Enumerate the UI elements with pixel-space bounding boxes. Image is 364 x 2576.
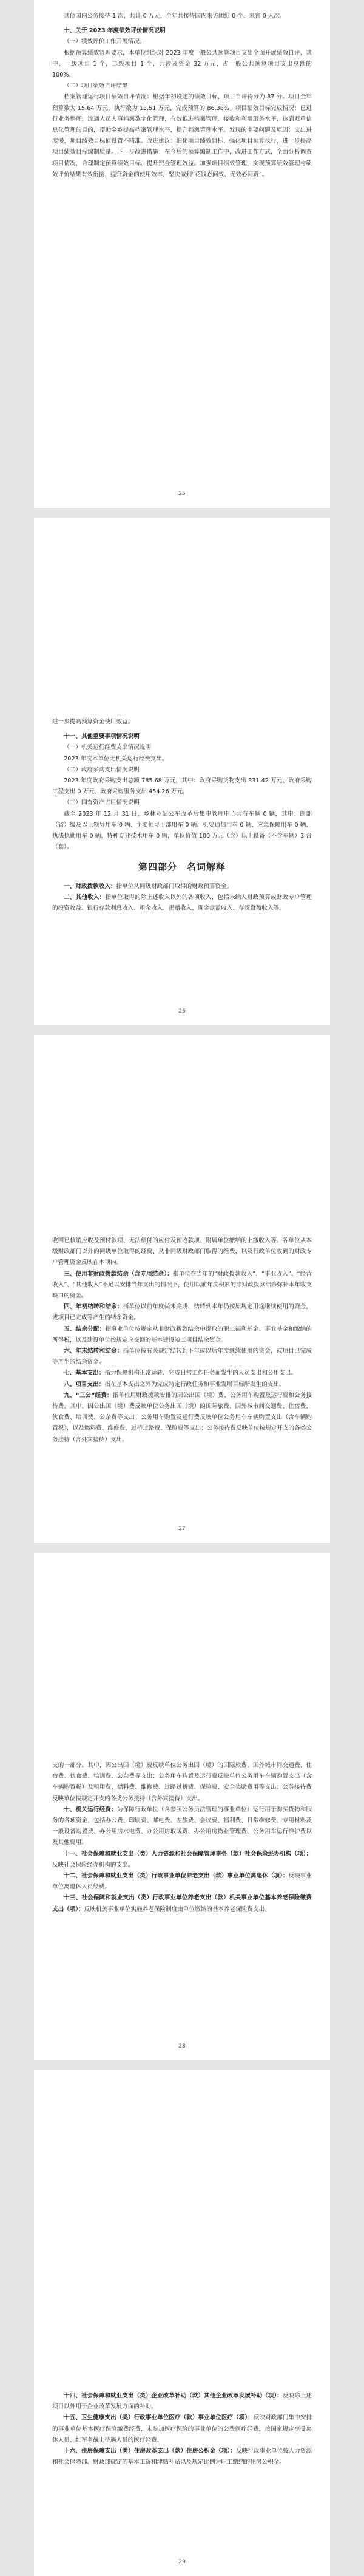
term-label: 八、项目支出： (64, 1381, 105, 1388)
term-definition: 反映社会保险经办机构的支出。 (52, 1861, 134, 1868)
term-definition: 反映财政部门集中安排的事业单位基本医疗保险缴费经费，未参加医疗保险的事业单位的公费医疗经费，按国家规定享受离休人员、红军老战士待遇人员的医疗经费。 (52, 2414, 312, 2444)
part-heading: 第四部分 名词解释 (138, 861, 226, 873)
paragraph (52, 1893, 312, 1915)
term-label: 十三、社会保障和就业支出（类）行政事业单位养老支出（款）机关事业单位基本养老保险缴费支出（项）： (52, 1894, 312, 1913)
section-heading: 十、关于 2023 年度绩效评价情况说明 (64, 27, 166, 35)
page-number: 29 (178, 2559, 186, 2565)
term-label: 一、财政拨款收入： (64, 883, 116, 890)
paragraph: 根据预算绩效管理要求，本单位组织对 2023 年度一般公共预算项目支出全面开展绩效自评，其中，一级项目 1 个，二级项目 1 个，共涉及资金 32 万元，占一般公共预算项目支出总额的 100%。 (52, 49, 312, 79)
page-number: 26 (178, 1008, 186, 1014)
term-definition: 反映事业单位离退休人员经费。 (52, 1873, 312, 1891)
paragraph (52, 1849, 312, 1871)
paragraph (52, 1324, 312, 1346)
paragraph (52, 1368, 312, 1379)
paragraph (52, 1302, 312, 1324)
page-body (34, 0, 330, 180)
paragraph (52, 1379, 312, 1390)
term-label: 三、使用非财政拨款结余（含专用结余）： (64, 1270, 173, 1277)
term-definition: 指事业单位按规定从非财政拨款结余中提取的职工福利基金、事业基金和缴纳的所得税，以及建设单位按规定应交回的基本建设竣工项目结余资金。 (52, 1325, 312, 1344)
paragraph: （二）政府采购支出情况说明 (64, 766, 140, 773)
paragraph: 收回已核销应收及预付款项、无法偿付的应付及预收款项、附属单位缴纳的上缴收入等。各单位从本级财政部门以外的同级单位取得的经费、从非同级财政部门取得的经费，以及行政单位收到的财政专户管理资金反映在本项内。 (52, 1237, 312, 1266)
paragraph: 档案管理运行项目绩效自评情况：根据年初设定的绩效目标，项目自评得分为 87 分。项目全年预算数为 15.64 万元，执行数为 13.51 万元，完成预算的 86.38%。项目绩效目标完成情况：已进行业务整理，流通人员人事档案数字化管理，有效推进档案管理，接收和利用服务水平，达到双重信息化管理的目的，帮助全乡提高档案管理水平，提升档案管理水平。发现的主要问题及原因：支出进度慢，项目绩效目标值设置不精准。改进建议：细化项目绩效目标，强化项目预算执行，进一步提高项目绩效目标编制质量。下一步改进措施：在今后的预算编制工作中，改进工作方式，全面分析调查项目情况，合理制定预算绩效目标，提升资金管理效益。加强项目绩效管理，实现预算绩效管理与绩效评价结果有效衔接，提升资金的使用效率，坚决做到“花钱必问效、无效必问责”。 (52, 94, 312, 178)
document-page (34, 2070, 330, 2576)
term-definition: 指在基本支出之外为完成特定行政任务和事业发展目标所发生的支出。 (104, 1381, 285, 1388)
paragraph (52, 2446, 312, 2468)
page-body (34, 1553, 330, 1915)
paragraph: 截至 2023 年 12 月 31 日，乡林业站公车改革后集中管理中心共有车辆 0 辆，其中：副部（省）级及以上领导用车 0 辆、主要领导干部用车 0 辆、机要通信用车 0 辆、应急保障用车 0 辆、执法执勤用车 0 辆，特种专业技术用车 0 辆，单位价值 100 万元（含）以上设备（不含车辆）3 台（套）。 (52, 810, 312, 851)
term-label: 十四、社会保障和就业支出（类）企业改革补助（款）其他企业改革发展补助（项）： (64, 2393, 283, 2399)
paragraph: 2023 年度政府采购支出总额 785.68 万元，其中：政府采购货物支出 331.42 万元、政府采购工程支出 0 万元、政府采购服务支出 454.26 万元。 (52, 777, 312, 796)
term-definition: 为保障行政单位（含参照公务员法管理的事业单位）运行用于购买货物和服务的各项资金，包括办公费、印刷费、邮电费、差旅费、会议费、福利费、日常维修费、专用材料及一般设备购置费、办公用房水电费、办公用房取暖费、办公用房物业管理费、公务用车运行维护费以及其他费用。 (52, 1806, 312, 1847)
paragraph (52, 881, 312, 892)
term-label: 七、基本支出： (64, 1370, 105, 1377)
term-definition: 指单位从同级财政部门取得的财政预算资金。 (116, 883, 233, 890)
term-definition: 反映除上述项目以外用于企业改革发展方面的补助。 (52, 2393, 312, 2411)
paragraph: 支的一部分。其中，因公出国（境）费反映单位公务出国（境）的国际旅费、国外城市间交通费、住宿费、伙食费、培训费、公杂费等支出；公务用车购置及运行费反映单位公务用车车辆购置支出（含车辆购置税）及租用费、燃料费、维修费、过路过桥费、保险费、安全奖励费用等支出；公务接待费反映单位按规定开支的各类公务接待（含外宾接待）支出。 (52, 1762, 312, 1802)
page-number: 27 (178, 1526, 186, 1532)
term-definition: 指为保障机构正常运转、完成日常工作任务而发生的人员支出和公用支出。 (104, 1370, 297, 1377)
term-label: 十五、卫生健康支出（类）行政事业单位医疗（款）事业单位医疗（项）： (64, 2414, 254, 2422)
term-label: 九、“三公”经费： (64, 1392, 113, 1399)
paragraph (52, 1871, 312, 1893)
paragraph (52, 1390, 312, 1446)
document-page (34, 0, 330, 508)
paragraph (52, 2413, 312, 2446)
document-page (34, 518, 330, 1025)
paragraph: 其他国内公务接待 1 次，共计 0 万元，全年共接待国内来访团组 0 个、来宾 0 人次。 (64, 13, 286, 19)
page-number: 25 (178, 491, 186, 497)
term-definition: 反映行政事业单位按人力资源和社会保障部、财政部规定的基本工资和津贴补贴以及规定比例为职工缴纳的住房公积金。 (52, 2448, 312, 2466)
paragraph: （二）项目绩效自评结果 (64, 83, 128, 90)
paragraph: 进一步提高预算资金使用效益。 (52, 719, 134, 725)
document-page (34, 1553, 330, 2060)
section-heading: 十一、其他重要事项情况说明 (64, 733, 140, 740)
term-label: 四、年初结转和结余： (64, 1303, 123, 1311)
paragraph: （三）国有资产占用情况说明 (64, 799, 140, 807)
paragraph (52, 892, 312, 914)
paragraph (52, 1269, 312, 1302)
term-definition: 指单位在当年的“财政拨款收入”、“事业收入”、“经营收入”、“其他收入”不足以安排当年支出的情况下，使用以前年度积累的非财政拨款结余弥补本年收支缺口的资金。 (52, 1270, 312, 1300)
term-definition: 指单位以前年度尚未完成、结转到本年仍按原规定用途继续使用的资金，或项目已完成等产生的结余资金。 (52, 1303, 312, 1322)
page-body (34, 518, 330, 914)
page-body (34, 1035, 330, 1446)
term-definition: 指单位取得的除上述收入以外的各项收入，包括未纳入财政预算或财政专户管理的投资收益、银行存款利息收入、租金收入、捐赠收入，现金盘盈收入、存货盘盈收入等。 (52, 893, 312, 912)
term-definition: 反映机关事业单位实施养老保险制度由单位缴纳的基本养老保险费支出。 (84, 1905, 271, 1913)
paragraph: （一）绩效评价工作开展情况。 (64, 38, 146, 46)
page-number: 28 (178, 2043, 186, 2049)
term-label: 二、其他收入： (64, 893, 106, 901)
paragraph: （一）机关运行经费支出情况说明 (64, 744, 152, 751)
paragraph (52, 1346, 312, 1368)
term-label: 五、结余分配： (64, 1325, 106, 1333)
term-label: 六、年末结转和结余： (64, 1348, 123, 1355)
paragraph: 2023 年度本单位无机关运行经费支出。 (64, 755, 168, 762)
page-body (34, 2070, 330, 2468)
paragraph (52, 1805, 312, 1849)
term-definition: 指单位用财政拨款安排的因公出国（境）费、公务用车购置及运行费和公务接待费。其中，因公出国（境）费反映单位公务出国（境）的国际旅费、国外城市间交通费、住宿费、伙食费、培训费、公杂费等支出；公务用车购置及运行费反映单位公务用车车辆购置支出（含车辆购置税），以及燃料费、维修费、过桥过路费、保险费等支出；公务接待费反映单位按规定开支的各类公务接待（含外宾接待）支出。 (52, 1392, 312, 1443)
term-label: 十、机关运行经费： (64, 1806, 117, 1813)
paragraph (52, 2391, 312, 2413)
term-label: 十一、社会保障和就业支出（类）人力资源和社会保障管理事务（款）社会保险经办机构（项）： (64, 1850, 312, 1857)
term-definition: 指单位按有关规定结转到下年或以后年度继续使用的资金，或项目已完成等产生的结余资金。 (52, 1348, 312, 1366)
term-label: 十六、住房保障支出（类）住房改革支出（款）住房公积金（项）： (64, 2448, 236, 2455)
term-label: 十二、社会保障和就业支出（类）行政事业单位养老支出（款）事业单位离退休（项）： (64, 1873, 289, 1880)
document-page (34, 1035, 330, 1543)
